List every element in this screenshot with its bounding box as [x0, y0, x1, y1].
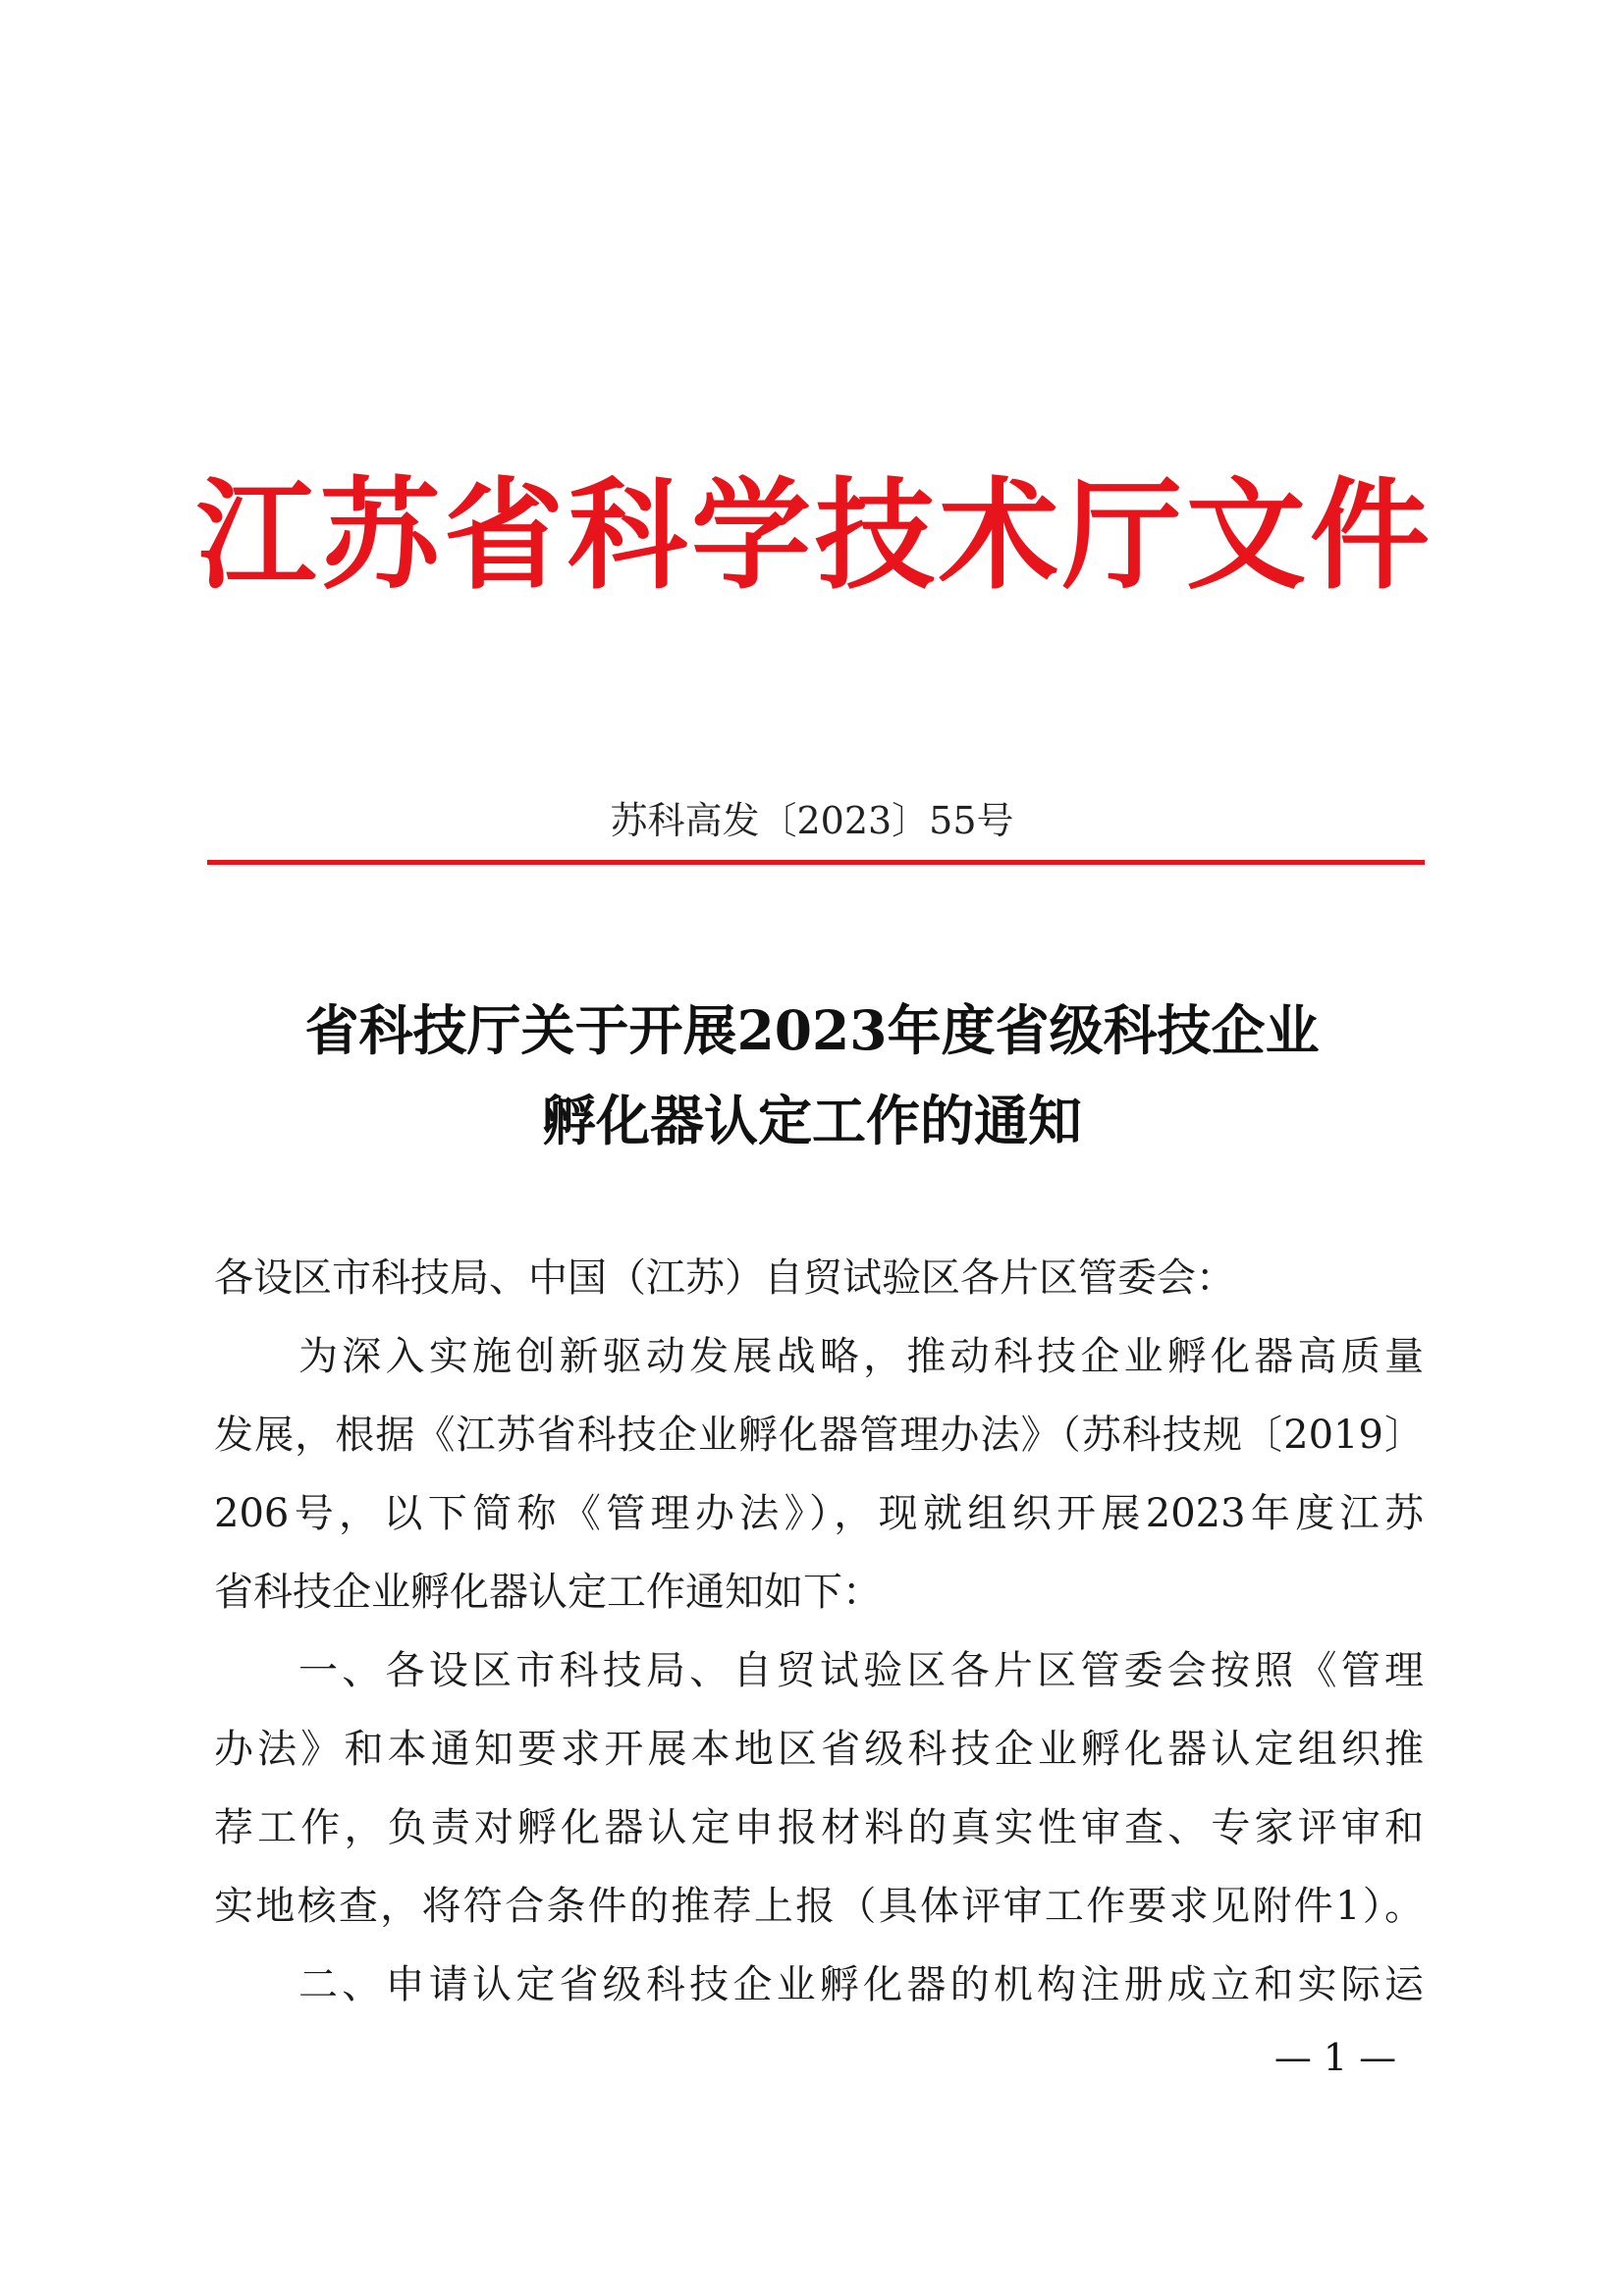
title-line-1: 省科技厅关于开展2023年度省级科技企业: [304, 998, 1320, 1062]
body-line: 一、各设区市科技局、自贸试验区各片区管委会按照《管理: [298, 1648, 1424, 1693]
red-divider-line: [207, 860, 1425, 865]
page-number: — 1 —: [1273, 2036, 1397, 2079]
body-line: 荐工作，负责对孵化器认定申报材料的真实性审查、专家评审和: [214, 1805, 1424, 1850]
document-title: [196, 986, 1428, 1166]
body-line: 发展，根据《江苏省科技企业孵化器管理办法》（苏科技规〔2019〕: [214, 1413, 1424, 1458]
body-line: 办法》和本通知要求开展本地区省级科技企业孵化器认定组织推: [214, 1727, 1424, 1772]
title-line-2: 孵化器认定工作的通知: [541, 1089, 1082, 1152]
issuer-header: 江苏省科学技术厅文件: [196, 464, 1434, 606]
body-line: 省科技企业孵化器认定工作通知如下：: [214, 1570, 882, 1615]
document-body: [214, 1239, 1424, 2024]
body-line: 实地核查，将符合条件的推荐上报（具体评审工作要求见附件1）。: [214, 1884, 1424, 1929]
body-line: 二、申请认定省级科技企业孵化器的机构注册成立和实际运: [298, 1962, 1424, 2007]
body-line: 为深入实施创新驱动发展战略，推动科技企业孵化器高质量: [298, 1334, 1424, 1379]
document-number: 苏科高发〔2023〕55号: [610, 799, 1014, 842]
salutation-line: 各设区市科技局、中国（江苏）自贸试验区各片区管委会：: [214, 1255, 1235, 1301]
body-line: 206号，以下简称《管理办法》），现就组织开展2023年度江苏: [214, 1491, 1424, 1536]
